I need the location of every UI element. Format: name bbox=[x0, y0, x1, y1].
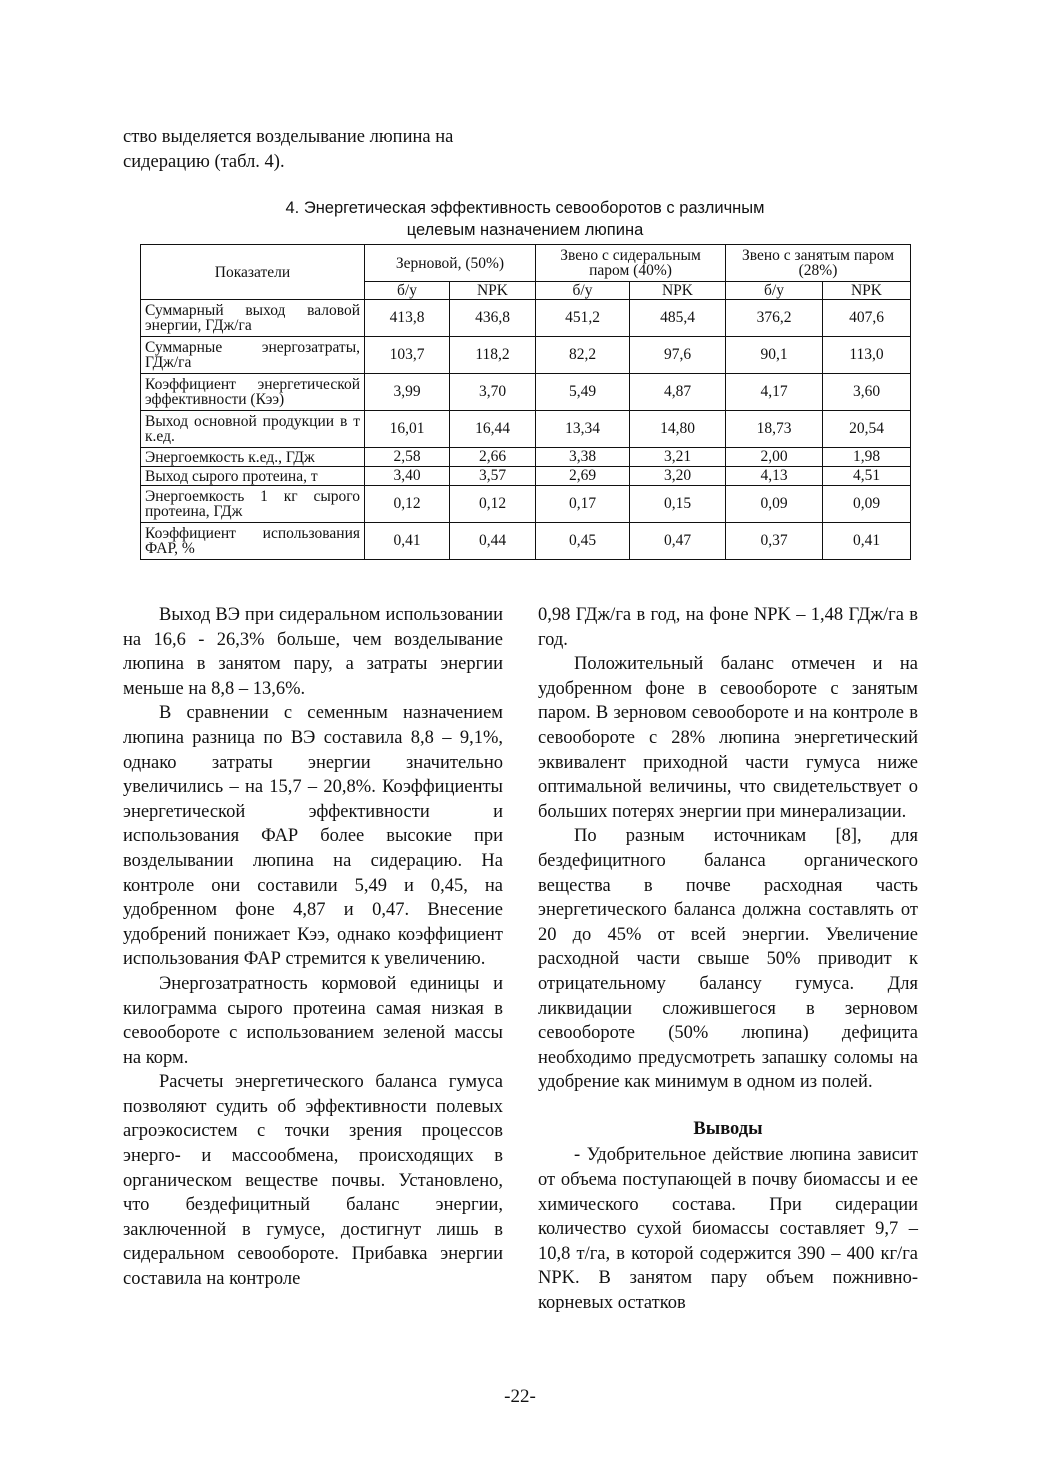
cell: 451,2 bbox=[536, 300, 630, 337]
left-paragraph-1: Выход ВЭ при сидеральном использовании на 16,6 - 26,3% больше, чем возделывание люпина в занятом пару, а затраты энергии меньше на 8,8 – 13,6%. bbox=[123, 605, 503, 699]
cell: 0,37 bbox=[726, 523, 823, 560]
table-caption-line-2: целевым назначением люпина bbox=[406, 221, 644, 239]
cell: 0,12 bbox=[450, 486, 536, 523]
row-label: Выход основной продукции в т к.ед. bbox=[141, 411, 365, 448]
cell: 0,09 bbox=[823, 486, 911, 523]
header-sub: б/у bbox=[726, 282, 823, 300]
table-row bbox=[141, 467, 911, 486]
table-row bbox=[141, 448, 911, 467]
cell: 0,47 bbox=[630, 523, 726, 560]
cell: 97,6 bbox=[630, 337, 726, 374]
header-group-green-fallow: Звено с сидеральным паром (40%) bbox=[536, 245, 726, 282]
right-paragraph-1: 0,98 ГДж/га в год, на фоне NPK – 1,48 ГДж/га в год. bbox=[538, 605, 918, 650]
row-label: Энергоемкость 1 кг сырого протеина, ГДж bbox=[141, 486, 365, 523]
row-label: Выход сырого протеина, т bbox=[141, 467, 365, 486]
cell: 3,21 bbox=[630, 448, 726, 467]
cell: 376,2 bbox=[726, 300, 823, 337]
header-sub: NPK bbox=[823, 282, 911, 300]
table-row bbox=[141, 486, 911, 523]
cell: 4,87 bbox=[630, 374, 726, 411]
cell: 4,17 bbox=[726, 374, 823, 411]
cell: 485,4 bbox=[630, 300, 726, 337]
right-paragraph-2: Положительный баланс отмечен и на удобренном фоне в севообороте с занятым паром. В зерновом севообороте и на контроле в севообороте с 28% люпина энергетический эквивалент приходной части гумуса ниже оптимальной величины, что свидетельствует о больших потерях энергии при минерализации. bbox=[538, 654, 918, 822]
left-text-column bbox=[123, 603, 503, 1292]
table-row bbox=[141, 411, 911, 448]
cell: 2,58 bbox=[365, 448, 450, 467]
cell: 90,1 bbox=[726, 337, 823, 374]
header-indicator: Показатели bbox=[141, 245, 365, 300]
right-paragraph-4: - Удобрительное действие люпина зависит от объема поступающей в почву биомассы и ее химического состава. При сидерации количество сухой биомассы составляет 9,7 – 10,8 т/га, в которой содержится 390 – 400 кг/га NPK. В занятом пару объем пожнивно-корневых остатков bbox=[538, 1145, 918, 1314]
intro-paragraph bbox=[123, 125, 513, 175]
table-row bbox=[141, 337, 911, 374]
energy-efficiency-table bbox=[140, 244, 911, 560]
cell: 14,80 bbox=[630, 411, 726, 448]
right-text-column bbox=[538, 603, 918, 1316]
page-number: -22- bbox=[504, 1386, 536, 1407]
cell: 3,38 bbox=[536, 448, 630, 467]
conclusions-heading: Выводы bbox=[693, 1118, 763, 1139]
intro-text: ство выделяется возделывание люпина на сидерацию (табл. 4). bbox=[123, 127, 454, 172]
cell: 0,12 bbox=[365, 486, 450, 523]
cell: 118,2 bbox=[450, 337, 536, 374]
cell: 0,09 bbox=[726, 486, 823, 523]
header-group-grain: Зерновой, (50%) bbox=[365, 245, 536, 282]
cell: 407,6 bbox=[823, 300, 911, 337]
cell: 0,17 bbox=[536, 486, 630, 523]
cell: 20,54 bbox=[823, 411, 911, 448]
cell: 103,7 bbox=[365, 337, 450, 374]
header-sub: б/у bbox=[365, 282, 450, 300]
cell: 0,15 bbox=[630, 486, 726, 523]
cell: 3,99 bbox=[365, 374, 450, 411]
cell: 3,40 bbox=[365, 467, 450, 486]
row-label: Энергоемкость к.ед., ГДж bbox=[141, 448, 365, 467]
cell: 3,20 bbox=[630, 467, 726, 486]
header-sub: б/у bbox=[536, 282, 630, 300]
cell: 13,34 bbox=[536, 411, 630, 448]
right-paragraph-3: По разным источникам [8], для бездефицитного баланса органического вещества в почве расходная часть энергетического баланса должна составлять от 20 до 45% от всей энергии. Увеличение расходной части свыше 50% приводит к отрицательному балансу гумуса. Для ликвидации сложившегося в зерновом севообороте (50% люпина) дефицита необходимо предусмотреть запашку соломы на удобрение как минимум в одном из полей. bbox=[538, 826, 918, 1093]
cell: 1,98 bbox=[823, 448, 911, 467]
cell: 0,41 bbox=[823, 523, 911, 560]
table-caption-line-1: 4. Энергетическая эффективность севооборотов с различным bbox=[285, 199, 765, 217]
cell: 3,60 bbox=[823, 374, 911, 411]
header-sub: NPK bbox=[630, 282, 726, 300]
cell: 16,01 bbox=[365, 411, 450, 448]
cell: 413,8 bbox=[365, 300, 450, 337]
cell: 3,57 bbox=[450, 467, 536, 486]
cell: 4,13 bbox=[726, 467, 823, 486]
cell: 3,70 bbox=[450, 374, 536, 411]
cell: 0,44 bbox=[450, 523, 536, 560]
row-label: Коэффициент использования ФАР, % bbox=[141, 523, 365, 560]
header-sub: NPK bbox=[450, 282, 536, 300]
header-group-occupied-fallow: Звено с занятым паром (28%) bbox=[726, 245, 911, 282]
cell: 18,73 bbox=[726, 411, 823, 448]
cell: 2,69 bbox=[536, 467, 630, 486]
cell: 82,2 bbox=[536, 337, 630, 374]
left-paragraph-2: В сравнении с семенным назначением люпина разница по ВЭ составила 8,8 – 9,1%, однако затраты энергии значительно увеличились – на 15,7 – 20,8%. Коэффициенты энергетической эффективности и использования ФАР более высокие при возделывании люпина на сидерацию. На контроле они составили 5,49 и 0,45, на удобренном фоне 4,87 и 0,47. Внесение удобрений понижает Кээ, однако коэффициент использования ФАР стремится к увеличению. bbox=[123, 703, 503, 970]
row-label: Суммарный выход валовой энергии, ГДж/га bbox=[141, 300, 365, 337]
row-label: Суммарные энергозатраты, ГДж/га bbox=[141, 337, 365, 374]
cell: 16,44 bbox=[450, 411, 536, 448]
row-label: Коэффициент энергетической эффективности (Кээ) bbox=[141, 374, 365, 411]
cell: 5,49 bbox=[536, 374, 630, 411]
table-row bbox=[141, 374, 911, 411]
cell: 436,8 bbox=[450, 300, 536, 337]
table-row bbox=[141, 523, 911, 560]
left-paragraph-3: Энергозатратность кормовой единицы и килограмма сырого протеина самая низкая в севообороте с использованием зеленой массы на корм. bbox=[123, 973, 503, 1068]
cell: 113,0 bbox=[823, 337, 911, 374]
cell: 0,45 bbox=[536, 523, 630, 560]
cell: 0,41 bbox=[365, 523, 450, 560]
cell: 2,00 bbox=[726, 448, 823, 467]
left-paragraph-4: Расчеты энергетического баланса гумуса позволяют судить об эффективности полевых агроэкосистем с точки зрения процессов энерго- и массообмена, происходящих в органическом веществе почвы. Установлено, что бездефицитный баланс энергии, заключенной в гумусе, достигнут лишь в сидеральном севообороте. Прибавка энергии составила на контроле bbox=[123, 1072, 503, 1290]
table-row bbox=[141, 300, 911, 337]
cell: 2,66 bbox=[450, 448, 536, 467]
cell: 4,51 bbox=[823, 467, 911, 486]
